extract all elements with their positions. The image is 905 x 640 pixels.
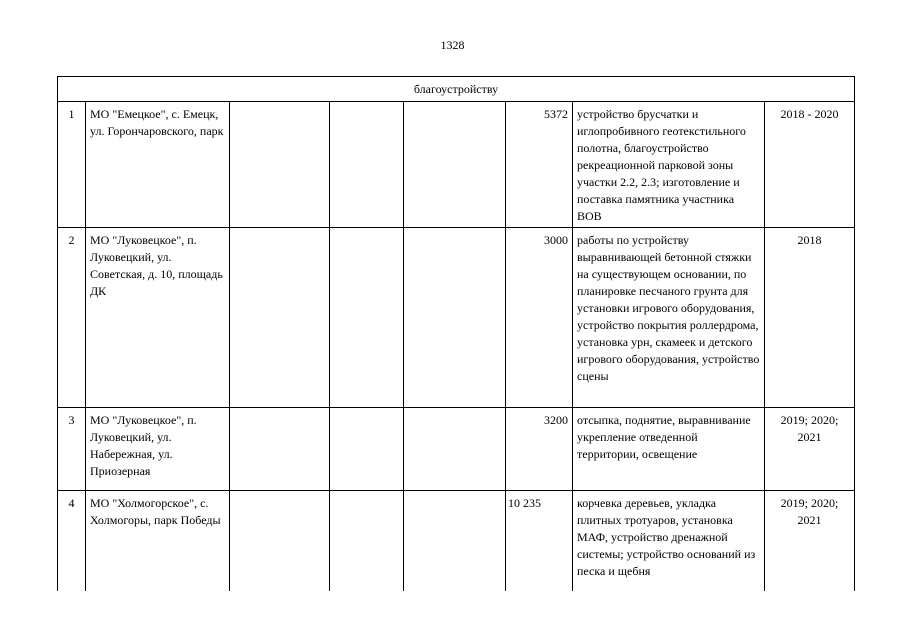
empty-cell [404, 491, 506, 591]
object-cell: МО "Емецкое", с. Емецк, ул. Горончаровского, парк [86, 102, 230, 228]
row-number: 1 [58, 102, 86, 228]
object-cell: МО "Луковецкое", п. Луковецкий, ул. Советская, д. 10, площадь ДК [86, 228, 230, 408]
program-table [57, 76, 855, 591]
section-title: благоустройству [58, 77, 855, 102]
amount-cell: 5372 [506, 102, 573, 228]
empty-cell [404, 228, 506, 408]
table-row [58, 408, 855, 491]
table-row [58, 102, 855, 228]
years-cell: 2019; 2020; 2021 [765, 491, 855, 591]
page-number: 1328 [440, 38, 465, 52]
empty-cell [230, 102, 330, 228]
row-number: 2 [58, 228, 86, 408]
empty-cell [404, 102, 506, 228]
empty-cell [330, 228, 404, 408]
works-cell: корчевка деревьев, укладка плитных тротуаров, установка МАФ, устройство дренажной системы; устройство оснований из песка и щебня [573, 491, 765, 591]
works-cell: работы по устройству выравнивающей бетонной стяжки на существующем основании, по планировке песчаного грунта для установки игрового оборудования, устройство покрытия роллердрома, установка урн, скамеек и детского игрового оборудования, устройство сцены [573, 228, 765, 408]
empty-cell [330, 491, 404, 591]
empty-cell [230, 491, 330, 591]
empty-cell [404, 408, 506, 491]
empty-cell [230, 408, 330, 491]
years-cell: 2018 [765, 228, 855, 408]
works-cell: отсыпка, поднятие, выравнивание укрепление отведенной территории, освещение [573, 408, 765, 491]
table-row [58, 491, 855, 591]
empty-cell [330, 102, 404, 228]
empty-cell [230, 228, 330, 408]
amount-cell: 3200 [506, 408, 573, 491]
amount-cell: 3000 [506, 228, 573, 408]
empty-cell [330, 408, 404, 491]
years-cell: 2018 - 2020 [765, 102, 855, 228]
row-number: 3 [58, 408, 86, 491]
works-cell: устройство брусчатки и иглопробивного геотекстильного полотна, благоустройство рекреационной парковой зоны участки 2.2, 2.3; изготовление и поставка памятника участника ВОВ [573, 102, 765, 228]
table-row [58, 228, 855, 408]
section-row [58, 77, 855, 102]
object-cell: МО "Холмогорское", с. Холмогоры, парк Победы [86, 491, 230, 591]
row-number: 4 [58, 491, 86, 591]
object-cell: МО "Луковецкое", п. Луковецкий, ул. Набережная, ул. Приозерная [86, 408, 230, 491]
amount-cell: 10 235 [506, 491, 573, 591]
years-cell: 2019; 2020; 2021 [765, 408, 855, 491]
